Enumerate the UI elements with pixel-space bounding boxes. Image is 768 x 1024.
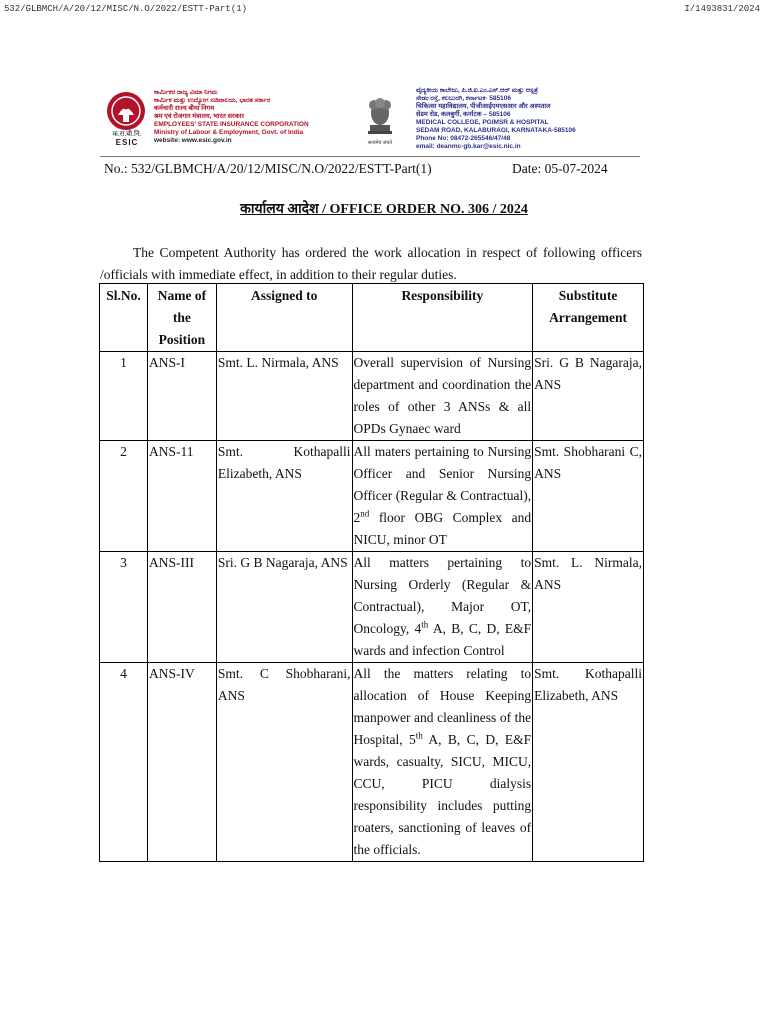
cell-substitute: Smt. L. Nirmala, ANS [533, 552, 644, 663]
cell-responsibility: All matters pertaining to Nursing Orderly (Regular & Contractual), Major OT, Oncology, 4th A, B, C, D, E&F wards and infection Control [352, 552, 533, 663]
esic-logo-icon [106, 91, 146, 131]
cell-position: ANS-11 [147, 441, 216, 552]
order-date: Date: 05-07-2024 [512, 161, 608, 176]
national-emblem-icon [362, 91, 398, 147]
document-id: I/1493831/2024 [684, 4, 760, 14]
header-substitute: Substitute Arrangement [533, 284, 644, 352]
cell-responsibility: Overall supervision of Nursing department and coordination the roles of other 3 ANSs & all OPDs Gynaec ward [352, 352, 533, 441]
order-reference-number: No.: 532/GLBMCH/A/20/12/MISC/N.O/2022/ESTT-Part(1) [104, 161, 432, 176]
esic-org-details: ಕಾರ್ಮಿಕರ ರಾಜ್ಯ ವಿಮಾ ನಿಗಮ ಕಾರ್ಮಿಕ ಮತ್ತು ಉದ್ಯೋಗ ಸಚಿವಾಲಯ, ಭಾರತ ಸರ್ಕಾರ कर्मचारी राज्य बीमा निगम श्रम एवं रोजगार मंत्रालय, भारत सरकार EMPLOYEES' STATE INSURANCE CORPORATION Ministry of Labour & Employment, Govt. of India website: www.esic.gov.in [154, 89, 309, 144]
table-row [100, 352, 644, 441]
cell-substitute: Smt. Shobharani C, ANS [533, 441, 644, 552]
cell-responsibility: All maters pertaining to Nursing Officer and Senior Nursing Officer (Regular & Contractual), 2nd floor OBG Complex and NICU, minor OT [352, 441, 533, 552]
cell-assigned-to: Smt. C Shobharani, ANS [216, 663, 352, 862]
cell-position: ANS-IV [147, 663, 216, 862]
file-reference: 532/GLBMCH/A/20/12/MISC/N.O/2022/ESTT-Part(1) [4, 4, 248, 14]
cell-position: ANS-III [147, 552, 216, 663]
cell-assigned-to: Smt. L. Nirmala, ANS [216, 352, 352, 441]
intro-paragraph: The Competent Authority has ordered the work allocation in respect of following officers /officials with immediate effect, in addition to their regular duties. [100, 245, 642, 282]
cell-assigned-to: Smt. Kothapalli Elizabeth, ANS [216, 441, 352, 552]
work-allocation-table [99, 283, 644, 862]
cell-assigned-to: Sri. G B Nagaraja, ANS [216, 552, 352, 663]
cell-sl-no: 2 [100, 441, 148, 552]
svg-text:सत्यमेव जयते: सत्यमेव जयते [367, 141, 393, 146]
cell-sl-no: 3 [100, 552, 148, 663]
table-row [100, 552, 644, 663]
header-responsibility: Responsibility [352, 284, 533, 352]
header-sl-no: Sl.No. [100, 284, 148, 352]
cell-sl-no: 1 [100, 352, 148, 441]
cell-substitute: Sri. G B Nagaraja, ANS [533, 352, 644, 441]
table-row [100, 663, 644, 862]
table-row [100, 441, 644, 552]
page-header-strip [0, 0, 768, 18]
letterhead-divider [100, 156, 640, 157]
college-details: ವೈದ್ಯಕೀಯ ಕಾಲೇಜು, ಪಿ.ಜಿ.ಐ.ಎಂ.ಎಸ್.ಆರ್ ಮತ್ತು ಆಸ್ಪತ್ರೆ ಸೇಡಂ ರಸ್ತೆ, ಕಲಬುರಗಿ, ಕರ್ನಾಟಕ- 585106 चिकित्सा महाविद्यालय, पीजीआईएमएसआर और अस्पताल सेडम रोड, कलबुर्गी, कर्नाटक – 585106 MEDICAL COLLEGE, PGIMSR & HOSPITAL SEDAM ROAD, KALABURAGI, KARNATAKA-585106 Phone No: 08472-265546/47/48 email: deanmc-gb.kar@esic.nic.in [416, 87, 576, 150]
table-header-row [100, 284, 644, 352]
header-position: Name of the Position [147, 284, 216, 352]
header-assigned-to: Assigned to [216, 284, 352, 352]
cell-responsibility: All the matters relating to allocation of House Keeping manpower and cleanliness of the Hospital, 5th A, B, C, D, E&F wards, casualty, SICU, MICU, CCU, PICU dialysis responsibility includes putting roaters, sanctioning of leaves of the officials. [352, 663, 533, 862]
cell-substitute: Smt. Kothapalli Elizabeth, ANS [533, 663, 644, 862]
esic-abbreviation: क.रा.बी.नि. ESIC [112, 131, 142, 147]
cell-position: ANS-I [147, 352, 216, 441]
letterhead [100, 85, 640, 157]
cell-sl-no: 4 [100, 663, 148, 862]
order-title: कार्यालय आदेश / OFFICE ORDER NO. 306 / 2024 [240, 202, 528, 217]
